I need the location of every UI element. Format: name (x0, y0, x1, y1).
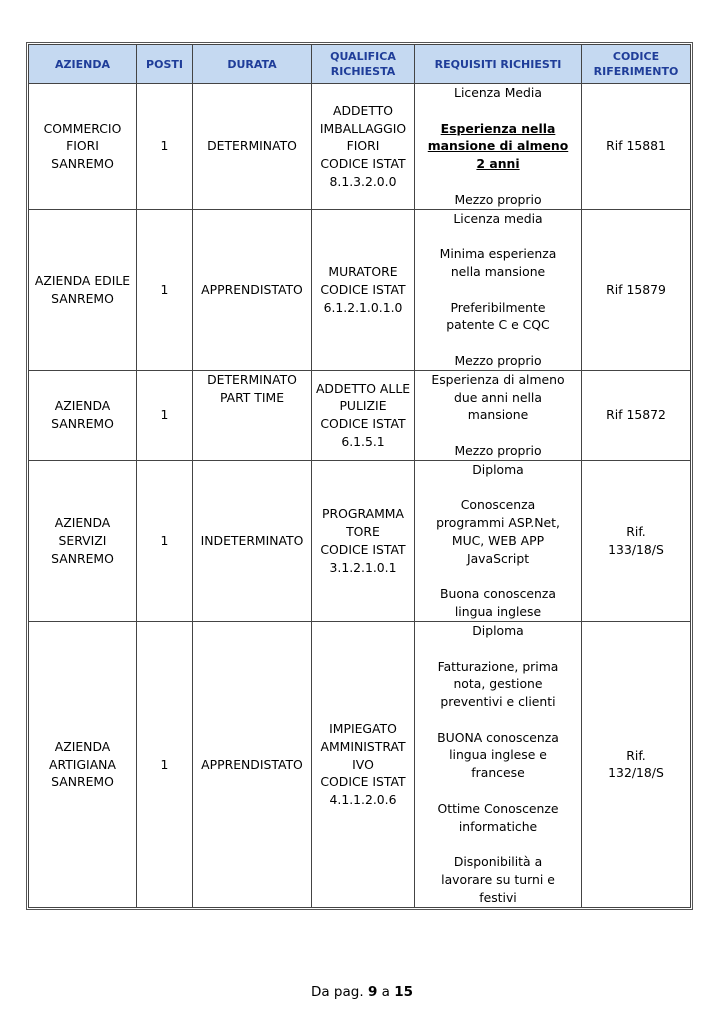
cell-requisiti-line: preventivi e clienti (440, 694, 556, 710)
cell-qualifica-line: ADDETTO (332, 102, 394, 118)
cell-requisiti (415, 370, 582, 460)
cell-qualifica-line: IMBALLAGGIO (319, 120, 407, 136)
cell-requisiti-line (418, 334, 578, 352)
cell-durata-line: DETERMINATO (207, 371, 297, 387)
cell-requisiti-line (418, 479, 578, 497)
cell-codice-line: Rif 15881 (606, 138, 666, 154)
cell-requisiti-line: due anni nella (454, 389, 542, 405)
cell-durata (193, 460, 312, 621)
cell-qualifica (312, 460, 415, 621)
cell-durata (193, 84, 312, 210)
cell-durata (193, 209, 312, 370)
cell-qualifica-line: CODICE ISTAT (320, 774, 406, 790)
header-requisiti: REQUISITI RICHIESTI (415, 45, 582, 84)
cell-durata-line: PART TIME (219, 389, 285, 405)
cell-requisiti-line: Ottime Conoscenze (437, 800, 559, 816)
cell-durata-line: INDETERMINATO (200, 532, 304, 548)
cell-requisiti (415, 209, 582, 370)
cell-requisiti (415, 621, 582, 907)
table-row (29, 460, 691, 621)
cell-requisiti-line: Esperienza di almeno (431, 371, 565, 387)
cell-requisiti-line: Mezzo proprio (454, 191, 542, 207)
footer-sep: a (381, 984, 390, 1000)
cell-qualifica-line: 4.1.1.2.0.6 (329, 792, 397, 808)
cell-azienda-line: COMMERCIO (43, 120, 122, 136)
cell-requisiti-line: Esperienza nella (440, 120, 556, 136)
cell-qualifica-line: 8.1.3.2.0.0 (329, 173, 397, 189)
cell-requisiti-line (418, 424, 578, 442)
cell-posti: 1 (137, 84, 193, 210)
header-qualifica: QUALIFICA RICHIESTA (312, 45, 415, 84)
cell-qualifica (312, 370, 415, 460)
table-row (29, 621, 691, 907)
cell-codice-line: 133/18/S (608, 541, 664, 557)
footer-prefix: Da pag. (310, 984, 364, 1000)
cell-qualifica-line: TORE (346, 524, 380, 540)
cell-codice-line: Rif. (626, 524, 646, 540)
cell-qualifica-line: CODICE ISTAT (320, 541, 406, 557)
cell-posti: 1 (137, 460, 193, 621)
cell-requisiti-line (418, 281, 578, 299)
cell-azienda-line: SANREMO (51, 774, 114, 790)
cell-requisiti-line: Mezzo proprio (454, 352, 542, 368)
cell-durata-line: APPRENDISTATO (201, 281, 303, 297)
cell-posti: 1 (137, 621, 193, 907)
cell-posti: 1 (137, 370, 193, 460)
cell-requisiti-line: Disponibilità a (453, 854, 543, 870)
cell-qualifica-line: CODICE ISTAT (320, 156, 406, 172)
cell-requisiti-line: BUONA conoscenza (437, 729, 559, 745)
table-row (29, 84, 691, 210)
cell-qualifica-line: 6.1.2.1.0.1.0 (323, 299, 403, 315)
cell-qualifica (312, 621, 415, 907)
cell-requisiti-line: MUC, WEB APP (451, 532, 545, 548)
cell-requisiti-line: nella mansione (450, 263, 546, 279)
cell-requisiti-line: Licenza Media (454, 85, 542, 100)
header-codice: CODICE RIFERIMENTO (582, 45, 691, 84)
cell-codice-line: Rif. (626, 747, 646, 763)
cell-requisiti-line: Preferibilmente (450, 299, 546, 315)
job-offers-table (28, 44, 691, 908)
cell-requisiti-line (418, 102, 578, 120)
cell-azienda (29, 84, 137, 210)
cell-codice-line: Rif 15872 (606, 407, 666, 423)
cell-azienda-line: SERVIZI (58, 532, 107, 548)
header-row (29, 45, 691, 84)
cell-requisiti-line: Fatturazione, prima (437, 658, 559, 674)
cell-requisiti-line: francese (471, 765, 525, 781)
cell-codice (582, 370, 691, 460)
cell-requisiti-line: lingua inglese (454, 604, 542, 620)
cell-azienda-line: SANREMO (51, 416, 114, 432)
cell-requisiti-line: JavaScript (466, 550, 530, 566)
cell-requisiti-line: lingua inglese e (449, 747, 547, 763)
cell-requisiti-line (418, 173, 578, 191)
cell-codice (582, 209, 691, 370)
cell-codice-line: 132/18/S (608, 765, 664, 781)
cell-azienda-line: ARTIGIANA (49, 756, 116, 772)
cell-durata-line: APPRENDISTATO (201, 756, 303, 772)
cell-requisiti-line: festivi (479, 889, 517, 905)
cell-durata (193, 621, 312, 907)
cell-qualifica-line: AMMINISTRAT (320, 738, 406, 754)
cell-codice (582, 84, 691, 210)
cell-qualifica-line: 6.1.5.1 (341, 434, 385, 450)
cell-requisiti-line (418, 782, 578, 800)
header-azienda: AZIENDA (29, 45, 137, 84)
cell-qualifica-line: CODICE ISTAT (320, 416, 406, 432)
cell-requisiti-line: nota, gestione (453, 676, 543, 692)
cell-requisiti-line: Buona conoscenza (440, 586, 556, 602)
cell-requisiti-line (418, 227, 578, 245)
cell-qualifica-line: IMPIEGATO (329, 720, 397, 736)
cell-requisiti-line (418, 835, 578, 853)
header-durata: DURATA (193, 45, 312, 84)
cell-azienda (29, 370, 137, 460)
cell-codice-line: Rif 15879 (606, 281, 666, 297)
table-row (29, 209, 691, 370)
cell-qualifica-line: CODICE ISTAT (320, 281, 406, 297)
cell-qualifica-line: PULIZIE (339, 398, 387, 414)
cell-qualifica (312, 209, 415, 370)
cell-azienda-line: SANREMO (51, 550, 114, 566)
footer-total: 15 (394, 984, 414, 1000)
cell-posti: 1 (137, 209, 193, 370)
cell-requisiti-line: Licenza media (453, 210, 543, 226)
page-footer (0, 983, 724, 1001)
cell-requisiti-line: Diploma (472, 622, 524, 638)
cell-qualifica-line: MURATORE (328, 263, 398, 279)
cell-requisiti-line: Conoscenza (460, 497, 536, 513)
cell-azienda-line: AZIENDA (54, 515, 111, 531)
cell-durata-line: DETERMINATO (207, 138, 297, 154)
cell-azienda-line: AZIENDA (54, 398, 111, 414)
cell-azienda-line: SANREMO (51, 156, 114, 172)
cell-qualifica-line: ADDETTO ALLE (315, 380, 411, 396)
cell-azienda-line: FIORI (66, 138, 99, 154)
cell-qualifica-line: PROGRAMMA (322, 506, 404, 522)
cell-durata (193, 370, 312, 460)
cell-requisiti-line: Minima esperienza (439, 246, 557, 262)
cell-codice (582, 460, 691, 621)
cell-requisiti-line (418, 568, 578, 586)
cell-requisiti-line: Diploma (472, 461, 524, 477)
cell-requisiti (415, 84, 582, 210)
cell-qualifica (312, 84, 415, 210)
cell-qualifica-line: 3.1.2.1.0.1 (329, 559, 397, 575)
cell-qualifica-line: IVO (352, 756, 374, 772)
cell-azienda (29, 621, 137, 907)
table-row (29, 370, 691, 460)
header-posti: POSTI (137, 45, 193, 84)
cell-requisiti-line: informatiche (458, 818, 538, 834)
cell-azienda (29, 209, 137, 370)
cell-requisiti-line: 2 anni (476, 156, 520, 172)
cell-requisiti-line: Mezzo proprio (454, 442, 542, 458)
cell-requisiti-line: mansione di almeno (427, 138, 569, 154)
footer-page: 9 (367, 984, 378, 1000)
cell-requisiti-line: lavorare su turni e (441, 872, 555, 888)
cell-azienda-line: AZIENDA EDILE (34, 272, 131, 288)
cell-azienda-line: AZIENDA (54, 738, 111, 754)
cell-requisiti-line (418, 711, 578, 729)
cell-requisiti-line (418, 640, 578, 658)
cell-azienda-line: SANREMO (51, 290, 114, 306)
cell-azienda (29, 460, 137, 621)
cell-qualifica-line: FIORI (346, 138, 380, 154)
cell-requisiti (415, 460, 582, 621)
cell-requisiti-line: patente C e CQC (446, 317, 550, 333)
cell-requisiti-line: programmi ASP.Net, (436, 515, 560, 531)
cell-codice (582, 621, 691, 907)
cell-requisiti-line: mansione (467, 407, 529, 423)
